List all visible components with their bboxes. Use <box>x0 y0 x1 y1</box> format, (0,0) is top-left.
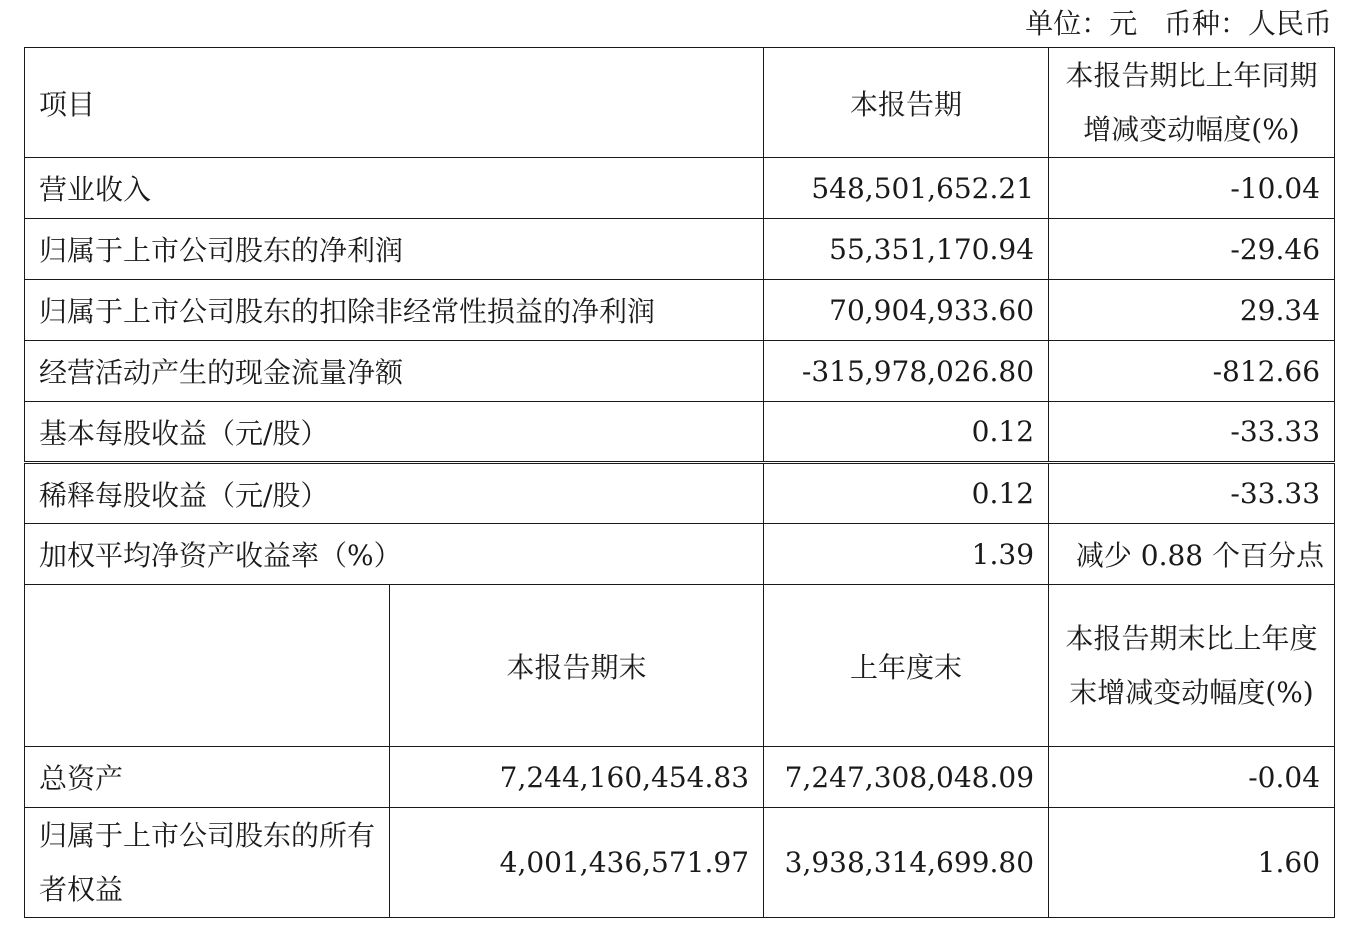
header-item-blank <box>25 585 390 747</box>
row-change-value: -33.33 <box>1049 463 1335 524</box>
row-prior-year-end-value: 7,247,308,048.09 <box>764 747 1049 808</box>
row-prior-year-end-value: 3,938,314,699.80 <box>764 808 1049 918</box>
table-row <box>25 402 1335 463</box>
row-change-value: -0.04 <box>1049 747 1335 808</box>
table-row <box>25 158 1335 219</box>
row-current-value: 70,904,933.60 <box>764 280 1049 341</box>
table-row <box>25 280 1335 341</box>
row-current-value: 55,351,170.94 <box>764 219 1049 280</box>
row-label: 总资产 <box>25 747 390 808</box>
row-current-value: 1.39 <box>764 524 1049 585</box>
row-label: 经营活动产生的现金流量净额 <box>25 341 764 402</box>
table-header-row <box>25 48 1335 158</box>
row-change-value: -10.04 <box>1049 158 1335 219</box>
row-change-value: -812.66 <box>1049 341 1335 402</box>
row-label: 归属于上市公司股东的所有者权益 <box>25 808 390 918</box>
table-row <box>25 219 1335 280</box>
header-item: 项目 <box>25 48 764 158</box>
row-period-end-value: 4,001,436,571.97 <box>390 808 764 918</box>
row-change-value: 减少 0.88 个百分点 <box>1049 524 1335 585</box>
header-period-end-change: 本报告期末比上年度末增减变动幅度(%) <box>1049 585 1335 747</box>
row-change-value: -33.33 <box>1049 402 1335 463</box>
row-change-value: 1.60 <box>1049 808 1335 918</box>
row-label: 归属于上市公司股东的扣除非经常性损益的净利润 <box>25 280 764 341</box>
row-period-end-value: 7,244,160,454.83 <box>390 747 764 808</box>
financial-data-table <box>24 47 1335 918</box>
row-label: 营业收入 <box>25 158 764 219</box>
row-current-value: 0.12 <box>764 402 1049 463</box>
table-row <box>25 463 1335 524</box>
row-label: 基本每股收益（元/股） <box>25 402 764 463</box>
row-label: 归属于上市公司股东的净利润 <box>25 219 764 280</box>
row-change-value: 29.34 <box>1049 280 1335 341</box>
header-current-period: 本报告期 <box>764 48 1049 158</box>
row-current-value: 548,501,652.21 <box>764 158 1049 219</box>
row-current-value: -315,978,026.80 <box>764 341 1049 402</box>
header-prior-year-end: 上年度末 <box>764 585 1049 747</box>
table-row <box>25 808 1335 918</box>
row-label: 稀释每股收益（元/股） <box>25 463 764 524</box>
row-label: 加权平均净资产收益率（%） <box>25 524 764 585</box>
row-change-value: -29.46 <box>1049 219 1335 280</box>
header-yoy-change: 本报告期比上年同期增减变动幅度(%) <box>1049 48 1335 158</box>
row-current-value: 0.12 <box>764 463 1049 524</box>
header-period-end: 本报告期末 <box>390 585 764 747</box>
table-row <box>25 524 1335 585</box>
table-row <box>25 341 1335 402</box>
table-header-row <box>25 585 1335 747</box>
table-row <box>25 747 1335 808</box>
unit-currency-note: 单位：元 币种：人民币 <box>1025 7 1332 40</box>
